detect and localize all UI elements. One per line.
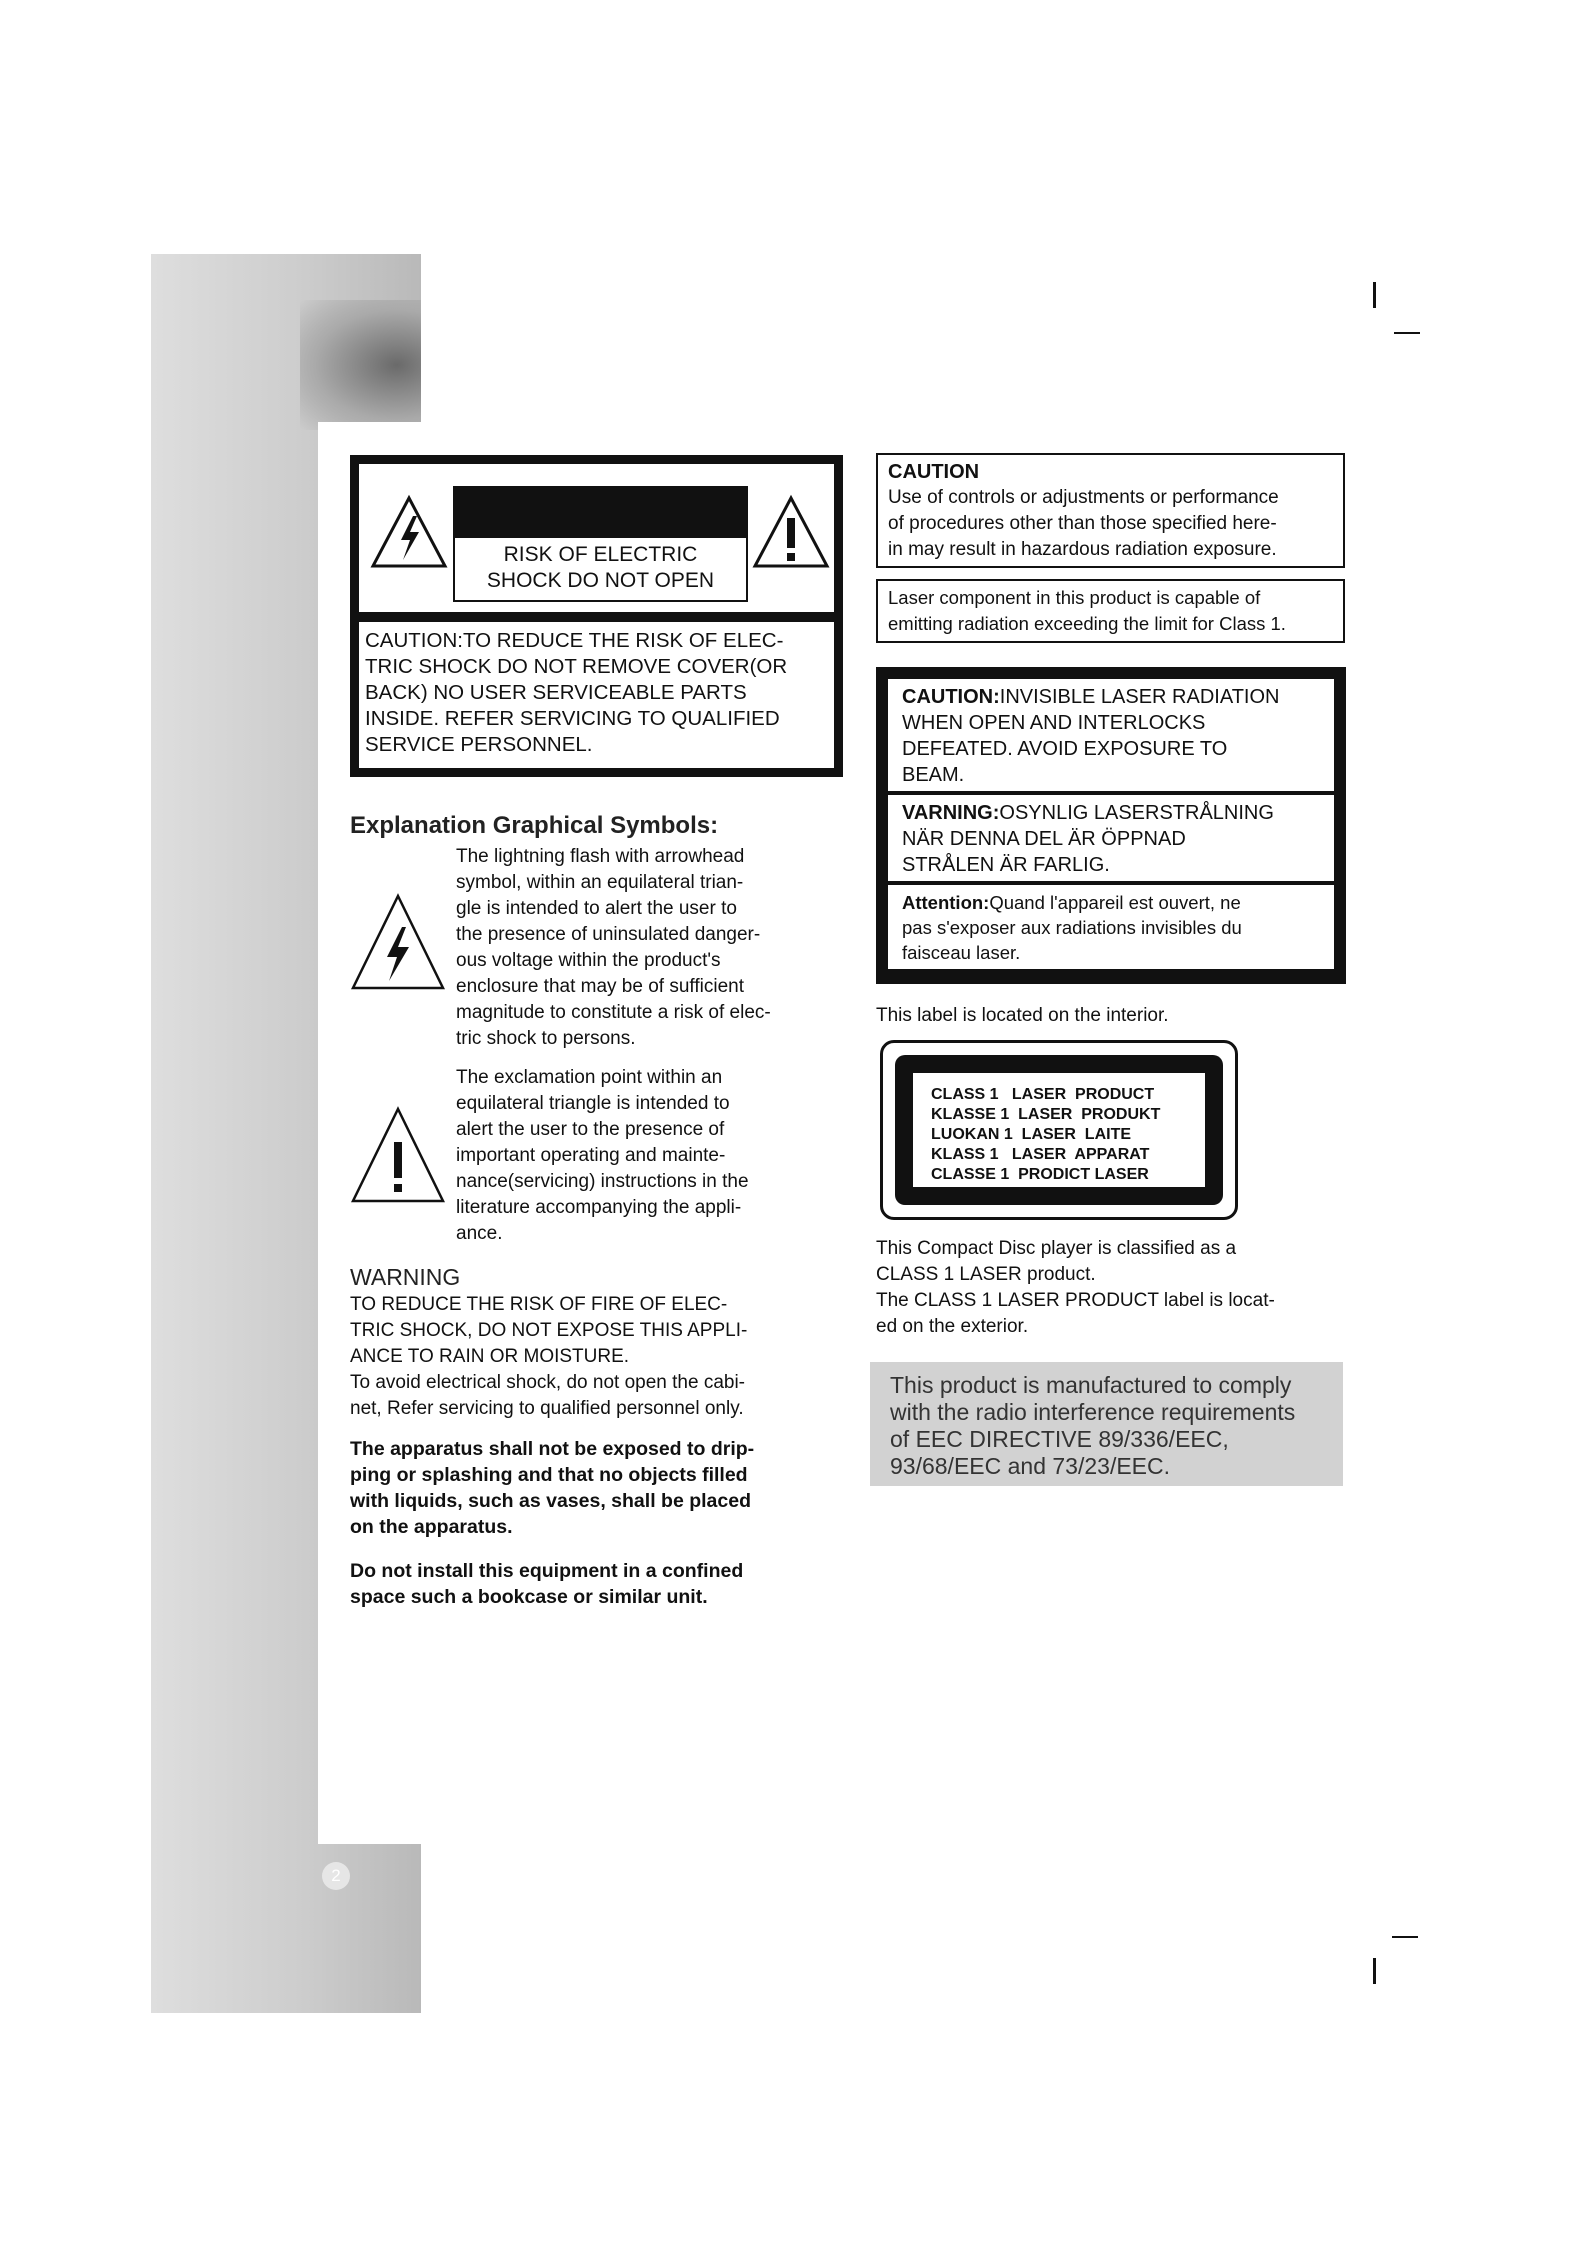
varning-cell-label: VARNING: (902, 802, 1000, 824)
caution-cell (888, 679, 1334, 791)
laser-radiation-warning (876, 667, 1346, 984)
classification-text: This Compact Disc player is classified as a CLASS 1 LASER product. The CLASS 1 LASER PRODUCT label is locat- ed on the exterior. (876, 1238, 1275, 1337)
crop-mark (1373, 1958, 1376, 1984)
exclamation-symbol-icon (350, 1106, 446, 1204)
attention-cell (888, 885, 1334, 969)
lightning-symbol-icon (350, 893, 446, 991)
laser-component-text: Laser component in this product is capable of emitting radiation exceeding the limit for Class 1. (888, 587, 1286, 634)
install-warning: Do not install this equipment in a confined space such a bookcase or similar unit. (350, 1560, 744, 1608)
label-line: LUOKAN 1 LASER LAITE (931, 1126, 1132, 1143)
sidebar-shadow (300, 300, 421, 430)
laser-component-box (876, 579, 1345, 643)
label-line: KLASS 1 LASER APPARAT (931, 1146, 1150, 1163)
lightning-triangle-icon (369, 494, 449, 574)
warning-heading: WARNING (350, 1264, 461, 1290)
class1-label-lines (913, 1073, 1205, 1187)
label-line: KLASSE 1 LASER PRODUKT (931, 1106, 1161, 1123)
caution-box (876, 453, 1345, 568)
exclamation-triangle-icon (751, 494, 831, 574)
eec-directive-box (870, 1362, 1343, 1486)
shock-warning-box (350, 455, 843, 777)
crop-mark (1394, 332, 1420, 334)
shock-warning-header (359, 464, 834, 622)
symbols-heading: Explanation Graphical Symbols: (350, 812, 719, 839)
exclamation-explanation: The exclamation point within an equilateral triangle is intended to alert the user to the presence of important operating and mainte- nance(servicing) instructions in the literature accompanying the appli- ance. (456, 1067, 749, 1244)
attention-cell-text: Quand l'appareil est ouvert, ne pas s'exposer aux radiations invisibles du faisceau laser. (902, 892, 1242, 963)
caution-title: CAUTION (888, 461, 980, 483)
label-line: CLASS 1 LASER PRODUCT (931, 1086, 1155, 1103)
label-line: CLASSE 1 PRODICT LASER (931, 1166, 1149, 1183)
warning-text: TO REDUCE THE RISK OF FIRE OF ELEC- TRIC SHOCK, DO NOT EXPOSE THIS APPLI- ANCE TO RAIN OR MOISTURE. To avoid electrical shock, do not open the cabi- net, Refer servicing to qualified personnel only. (350, 1294, 748, 1419)
shock-caution-text: CAUTION:TO REDUCE THE RISK OF ELEC- TRIC SHOCK DO NOT REMOVE COVER(OR BACK) NO USER SERVICEABLE PARTS INSIDE. REFER SERVICING TO QUALIFIED SERVICE PERSONNEL. (365, 629, 788, 756)
caution-cell-text: INVISIBLE LASER RADIATION WHEN OPEN AND INTERLOCKS DEFEATED. AVOID EXPOSURE TO BEAM. (902, 686, 1280, 786)
crop-mark (1373, 282, 1376, 308)
class1-laser-label (880, 1040, 1238, 1220)
risk-label: RISK OF ELECTRIC SHOCK DO NOT OPEN (486, 543, 715, 592)
caution-text: Use of controls or adjustments or performance of procedures other than those specified here- in may result in hazardous radiation exposure. (888, 487, 1279, 560)
crop-mark (1392, 1936, 1418, 1938)
eec-directive-text: This product is manufactured to comply with the radio interference requirements of EEC DIRECTIVE 89/336/EEC, 93/68/EEC and 73/23/EEC. (890, 1372, 1296, 1479)
attention-cell-label: Attention: (902, 892, 990, 913)
drip-warning: The apparatus shall not be exposed to drip- ping or splashing and that no objects filled with liquids, such as vases, shall be placed on the apparatus. (350, 1438, 755, 1538)
lightning-explanation: The lightning flash with arrowhead symbol, within an equilateral trian- gle is intended to alert the user to the presence of uninsulated danger- ous voltage within the product's enclosure that may be of sufficient magnitude to constitute a risk of elec- tric shock to persons. (456, 846, 771, 1049)
interior-label-note: This label is located on the interior. (876, 1005, 1169, 1026)
caution-cell-label: CAUTION: (902, 686, 1000, 708)
varning-cell (888, 795, 1334, 881)
page-number: 2 (322, 1862, 350, 1890)
risk-label-panel (453, 486, 748, 602)
varning-cell-text: OSYNLIG LASERSTRÅLNING NÄR DENNA DEL ÄR ÖPPNAD STRÅLEN ÄR FARLIG. (902, 802, 1274, 876)
